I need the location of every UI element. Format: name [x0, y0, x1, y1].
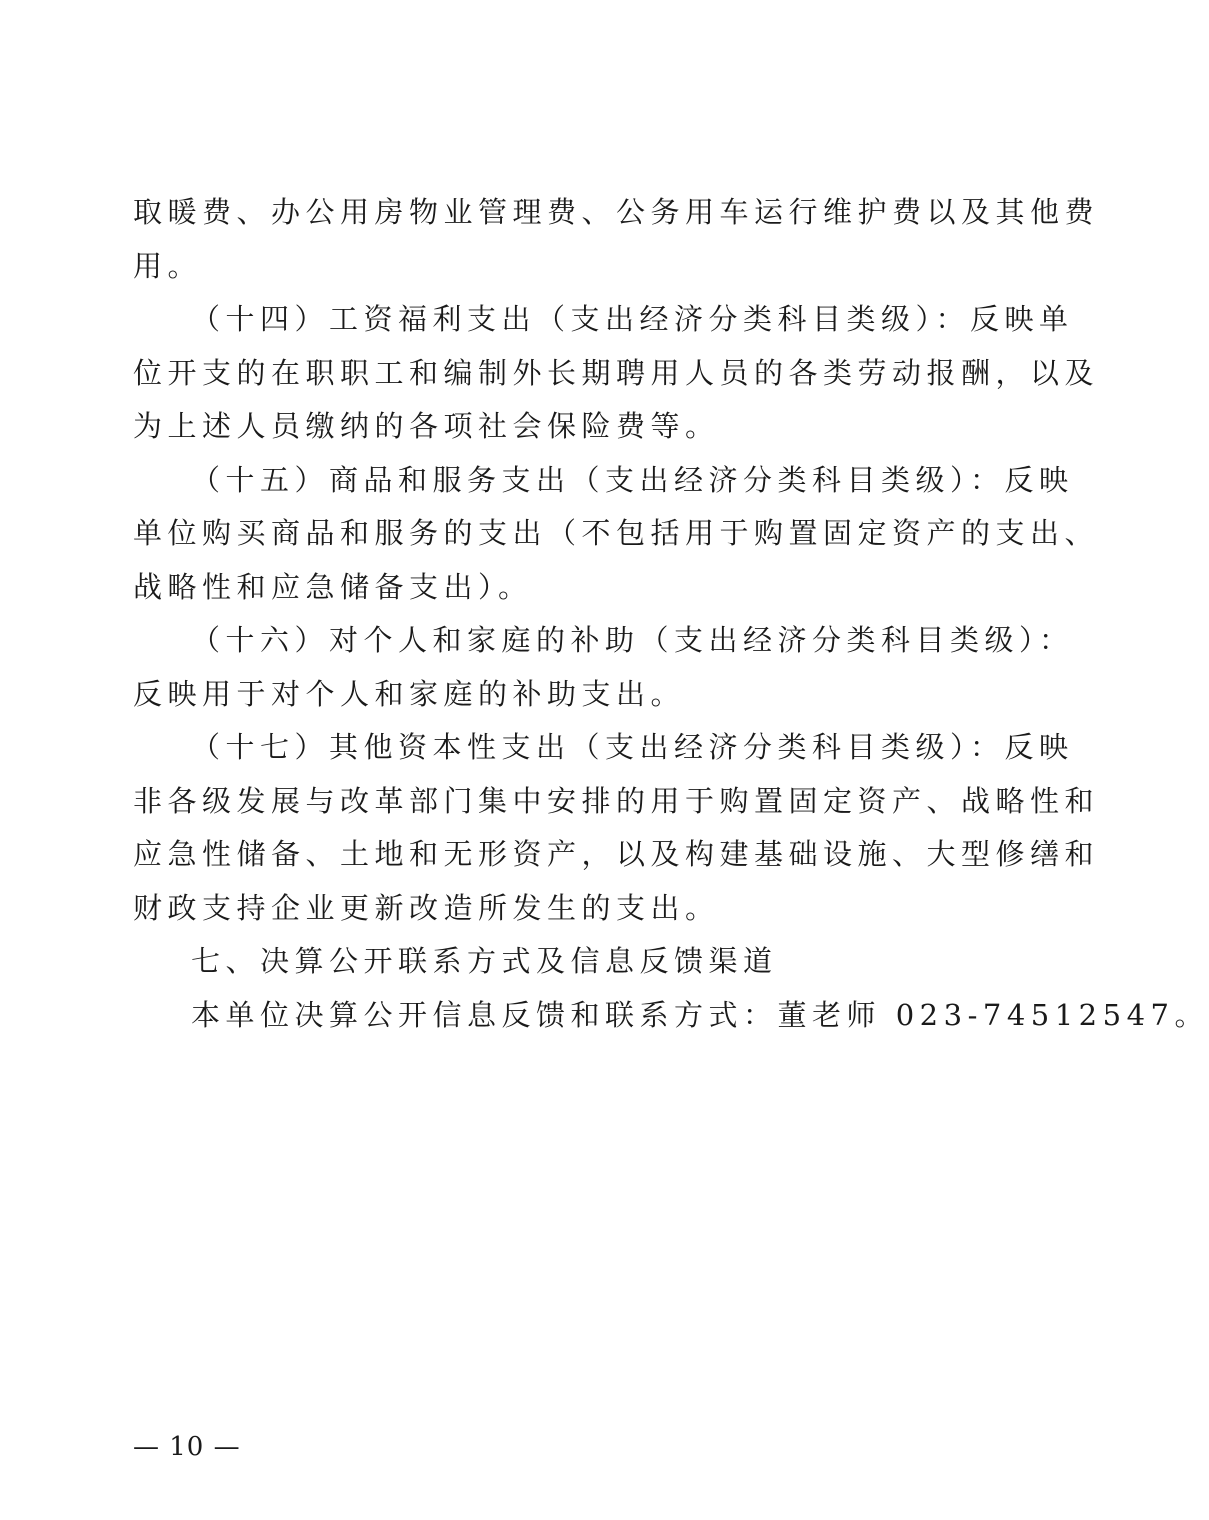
text-line-13: 应急性储备、土地和无形资产，以及构建基础设施、大型修缮和 [133, 837, 1100, 871]
section-17-heading-line: （十七）其他资本性支出（支出经济分类科目类级）：反映 [191, 730, 1074, 764]
section-14-heading-line: （十四）工资福利支出（支出经济分类科目类级）：反映单 [191, 302, 1074, 336]
text-line-12: 非各级发展与改革部门集中安排的用于购置固定资产、战略性和 [133, 783, 1100, 818]
text-line-7: 单位购买商品和服务的支出（不包括用于购置固定资产的支出、 [133, 516, 1100, 550]
section-7-heading: 七、决算公开联系方式及信息反馈渠道 [191, 944, 778, 978]
text-line-8: 战略性和应急储备支出）。 [133, 569, 533, 604]
body-text [133, 186, 1209, 1042]
text-line-2: 用。 [133, 248, 203, 283]
section-16-heading-line: （十六）对个人和家庭的补助（支出经济分类科目类级）： [191, 623, 1074, 657]
text-line-14: 财政支持企业更新改造所发生的支出。 [133, 890, 720, 925]
text-line-5: 为上述人员缴纳的各项社会保险费等。 [133, 409, 720, 443]
page-number: — 10 — [133, 1432, 241, 1462]
section-15-heading-line: （十五）商品和服务支出（支出经济分类科目类级）：反映 [191, 462, 1074, 497]
text-line-10: 反映用于对个人和家庭的补助支出。 [133, 676, 686, 711]
text-line-1: 取暖费、办公用房物业管理费、公务用车运行维护费以及其他费 [133, 195, 1100, 229]
contact-info-line: 本单位决算公开信息反馈和联系方式：董老师 023-74512547。 [191, 997, 1209, 1032]
text-line-4: 位开支的在职职工和编制外长期聘用人员的各类劳动报酬，以及 [133, 355, 1100, 390]
